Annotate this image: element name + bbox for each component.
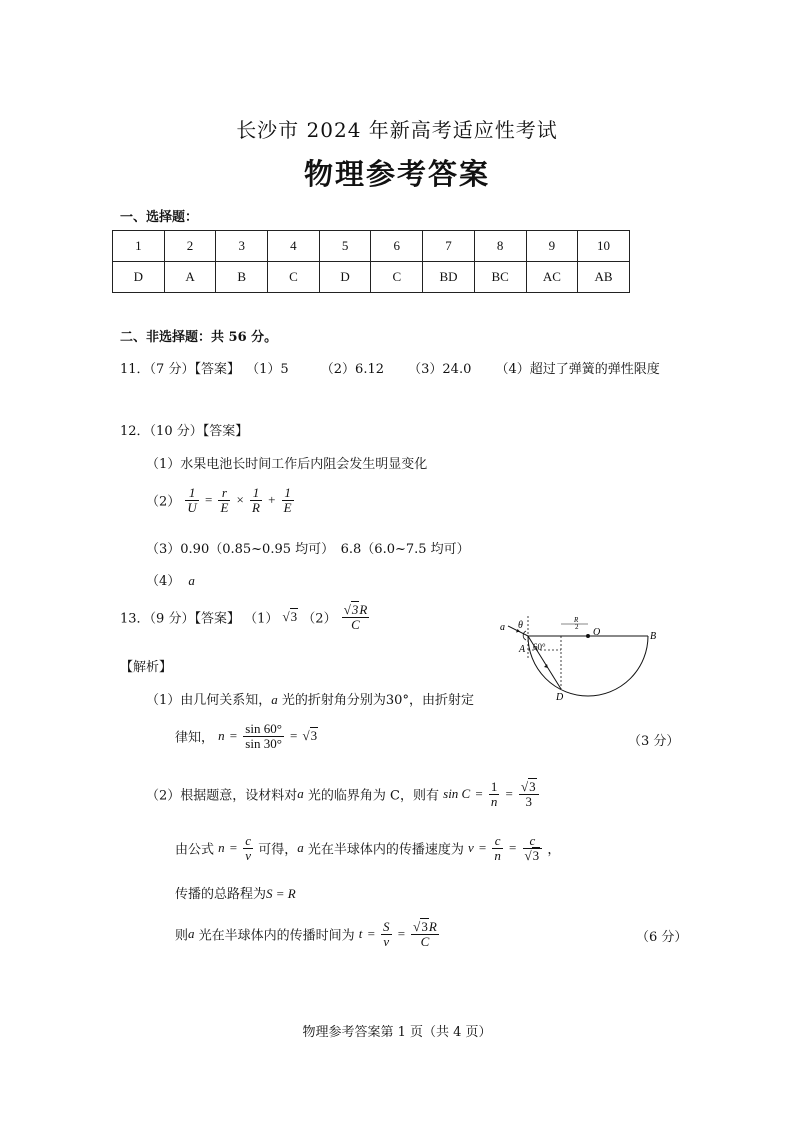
sqrt-expression: √3 [302,728,318,744]
text: （2）根据题意，设材料对 [146,788,298,804]
answer-cell: C [268,262,320,293]
answer-cell: C [371,262,423,293]
q12-answer-4-value: a [188,573,195,588]
fraction [282,486,294,514]
fraction [381,920,392,948]
answer-table [112,230,630,293]
path-equation: S = R [266,886,296,901]
light-symbol: a [297,840,304,856]
text: 由公式 [175,842,215,858]
sin-c: sin C [443,786,471,802]
q12-answer-2 [146,486,295,514]
fraction [523,834,543,862]
question-number-cell: 1 [113,231,165,262]
symbol-n: n [218,840,225,856]
denominator: C [420,933,430,949]
symbol-t: t [358,926,363,942]
numerator: sin 60° [245,721,282,736]
answer-table-answer-row [113,262,630,293]
question-number-cell: 10 [578,231,630,262]
document-title: 物理参考答案 [303,157,490,191]
question-number-cell: 8 [474,231,526,262]
label-60-degrees: 60° [533,642,546,652]
numerator: r [218,486,230,501]
label-r-half-denominator: 2 [575,623,579,631]
radicand: 3 [532,847,540,863]
radicand: 3 [351,602,359,617]
radicand: 3 [310,728,318,744]
label-a: a [500,622,505,633]
analysis-label: 【解析】 [120,660,173,675]
q13-answer-1-prefix: （1） [244,611,279,627]
fraction [250,486,262,514]
fraction [218,486,230,514]
radicand: 3 [290,609,298,625]
q11-answer-3: （3）24.0 [408,362,472,377]
numerator: 1 [282,486,294,501]
symbol-v: v [468,840,474,856]
denominator: R [252,499,260,515]
q12-answer-3: （3）0.90（0.85~0.95 均可） 6.8（6.0~7.5 均可） [146,542,470,557]
q12-answer-4 [146,570,195,589]
denominator: E [220,499,229,515]
label-r-half-numerator: R [574,616,579,624]
step2-points: （6 分） [636,930,688,945]
equals-sign: = [509,840,517,856]
text: 则 [175,928,189,944]
equals-sign: = [367,926,375,942]
answer-cell: D [319,262,371,293]
q12-answer-2-prefix: （2） [146,494,181,510]
plus-sign: + [268,492,276,508]
fraction [342,603,370,631]
step1-points: （3 分） [628,734,680,749]
numerator-tail: R [428,919,437,934]
q11-label: 11．（7 分）【答案】 [120,362,240,377]
answer-cell: BC [474,262,526,293]
text: 律知， [175,730,215,746]
q13-step1-line1 [146,689,474,708]
numerator: S [383,919,390,934]
equals-sign: = [229,840,238,856]
q11-answer-2: （2）6.12 [320,362,384,377]
label-O: O [593,627,601,638]
section1-heading: 一、选择题： [120,210,199,225]
equals-sign: = [478,840,487,856]
question-number-cell: 9 [526,231,578,262]
denominator: 3 [525,793,533,809]
q13-step2-line1 [146,780,540,808]
label-A: A [519,644,526,655]
numerator [342,603,370,618]
equals-sign: = [290,728,298,744]
q13-answer-line [120,603,370,631]
q11-answer-1: （1）5 [246,362,289,377]
answer-cell: D [113,262,165,293]
light-symbol: a [188,926,195,942]
hemisphere-refraction-diagram [490,612,670,704]
fraction [243,722,284,750]
equals-sign: = [475,786,483,802]
answer-table-number-row [113,231,630,262]
light-symbol: a [297,786,304,802]
sqrt-expression: √3 [524,847,540,863]
numerator [411,920,439,935]
question-number-cell: 6 [371,231,423,262]
sqrt-expression: √3 [343,602,359,617]
radicand: 3 [529,779,536,794]
sqrt-expression: √3 [413,919,428,934]
q12-answer-4-prefix: （4） [146,574,181,589]
light-symbol: a [271,692,278,707]
denominator [523,849,543,863]
q11-answer-4: （4）超过了弹簧的弹性限度 [495,362,660,377]
answer-cell: A [164,262,216,293]
text: 传播的总路程为 [175,887,267,902]
denominator: sin 30° [245,735,282,751]
answer-cell: BD [423,262,475,293]
equals-sign: = [505,786,513,802]
numerator: c [523,834,543,849]
q12-label: 12．（10 分）【答案】 [120,424,249,439]
radicand: 3 [421,919,428,934]
equals-sign: = [229,728,238,744]
numerator-tail: R [359,602,368,617]
sqrt-expression: √3 [282,609,298,625]
fraction [411,920,439,948]
numerator: c [492,834,503,849]
equals-sign: = [397,926,406,942]
answer-cell: B [216,262,268,293]
page-footer: 物理参考答案第 1 页（共 4 页） [302,1025,492,1040]
label-D: D [556,692,564,703]
exam-title: 长沙市 2024 年新高考适应性考试 [236,118,558,142]
denominator: E [283,499,292,515]
question-number-cell: 3 [216,231,268,262]
text: 光的折射角分别为30°，由折射定 [277,693,474,708]
text: 光在半球体内的传播速度为 [303,842,464,858]
numerator: 1 [185,486,198,501]
denominator: n [494,847,501,863]
q13-step2-line3 [175,883,296,902]
question-number-cell: 7 [423,231,475,262]
q13-answer-2-prefix: （2） [302,611,337,627]
sqrt-expression: √3 [520,779,536,794]
fraction [489,780,500,808]
fraction [243,834,253,862]
denominator: n [490,793,498,809]
numerator: 1 [250,486,262,501]
denominator: C [351,616,360,632]
label-B: B [650,631,657,642]
text: 可得， [258,842,298,858]
denominator: U [187,499,197,515]
numerator: 1 [490,779,498,794]
angle-arc [523,631,526,640]
numerator: c [245,833,252,848]
equals-sign: = [204,492,213,508]
answer-cell: AB [578,262,630,293]
denominator: v [383,933,390,949]
times-sign: × [236,492,244,508]
q13-label: 13．（9 分）【答案】 [120,611,240,627]
label-theta: θ [518,620,523,631]
section2-heading: 二、非选择题：共 56 分。 [120,330,278,345]
center-point [586,634,590,638]
text: 光的临界角为 C，则有 [303,788,439,804]
fraction [492,834,503,862]
question-number-cell: 4 [268,231,320,262]
q12-answer-1: （1）水果电池长时间工作后内阻会发生明显变化 [146,457,428,472]
fraction [185,486,198,514]
text: （1）由几何关系知， [146,693,272,708]
q13-step1-line2 [175,722,318,750]
answer-cell: AC [526,262,578,293]
denominator: v [245,847,252,863]
q13-step2-line2 [175,834,560,862]
q11-line [120,358,660,377]
text: ， [547,842,561,858]
question-number-cell: 2 [164,231,216,262]
numerator [519,780,539,795]
symbol-n: n [218,728,225,744]
text: 光在半球体内的传播时间为 [194,928,355,944]
q13-step2-line4 [175,920,440,948]
fraction [519,780,539,808]
question-number-cell: 5 [319,231,371,262]
